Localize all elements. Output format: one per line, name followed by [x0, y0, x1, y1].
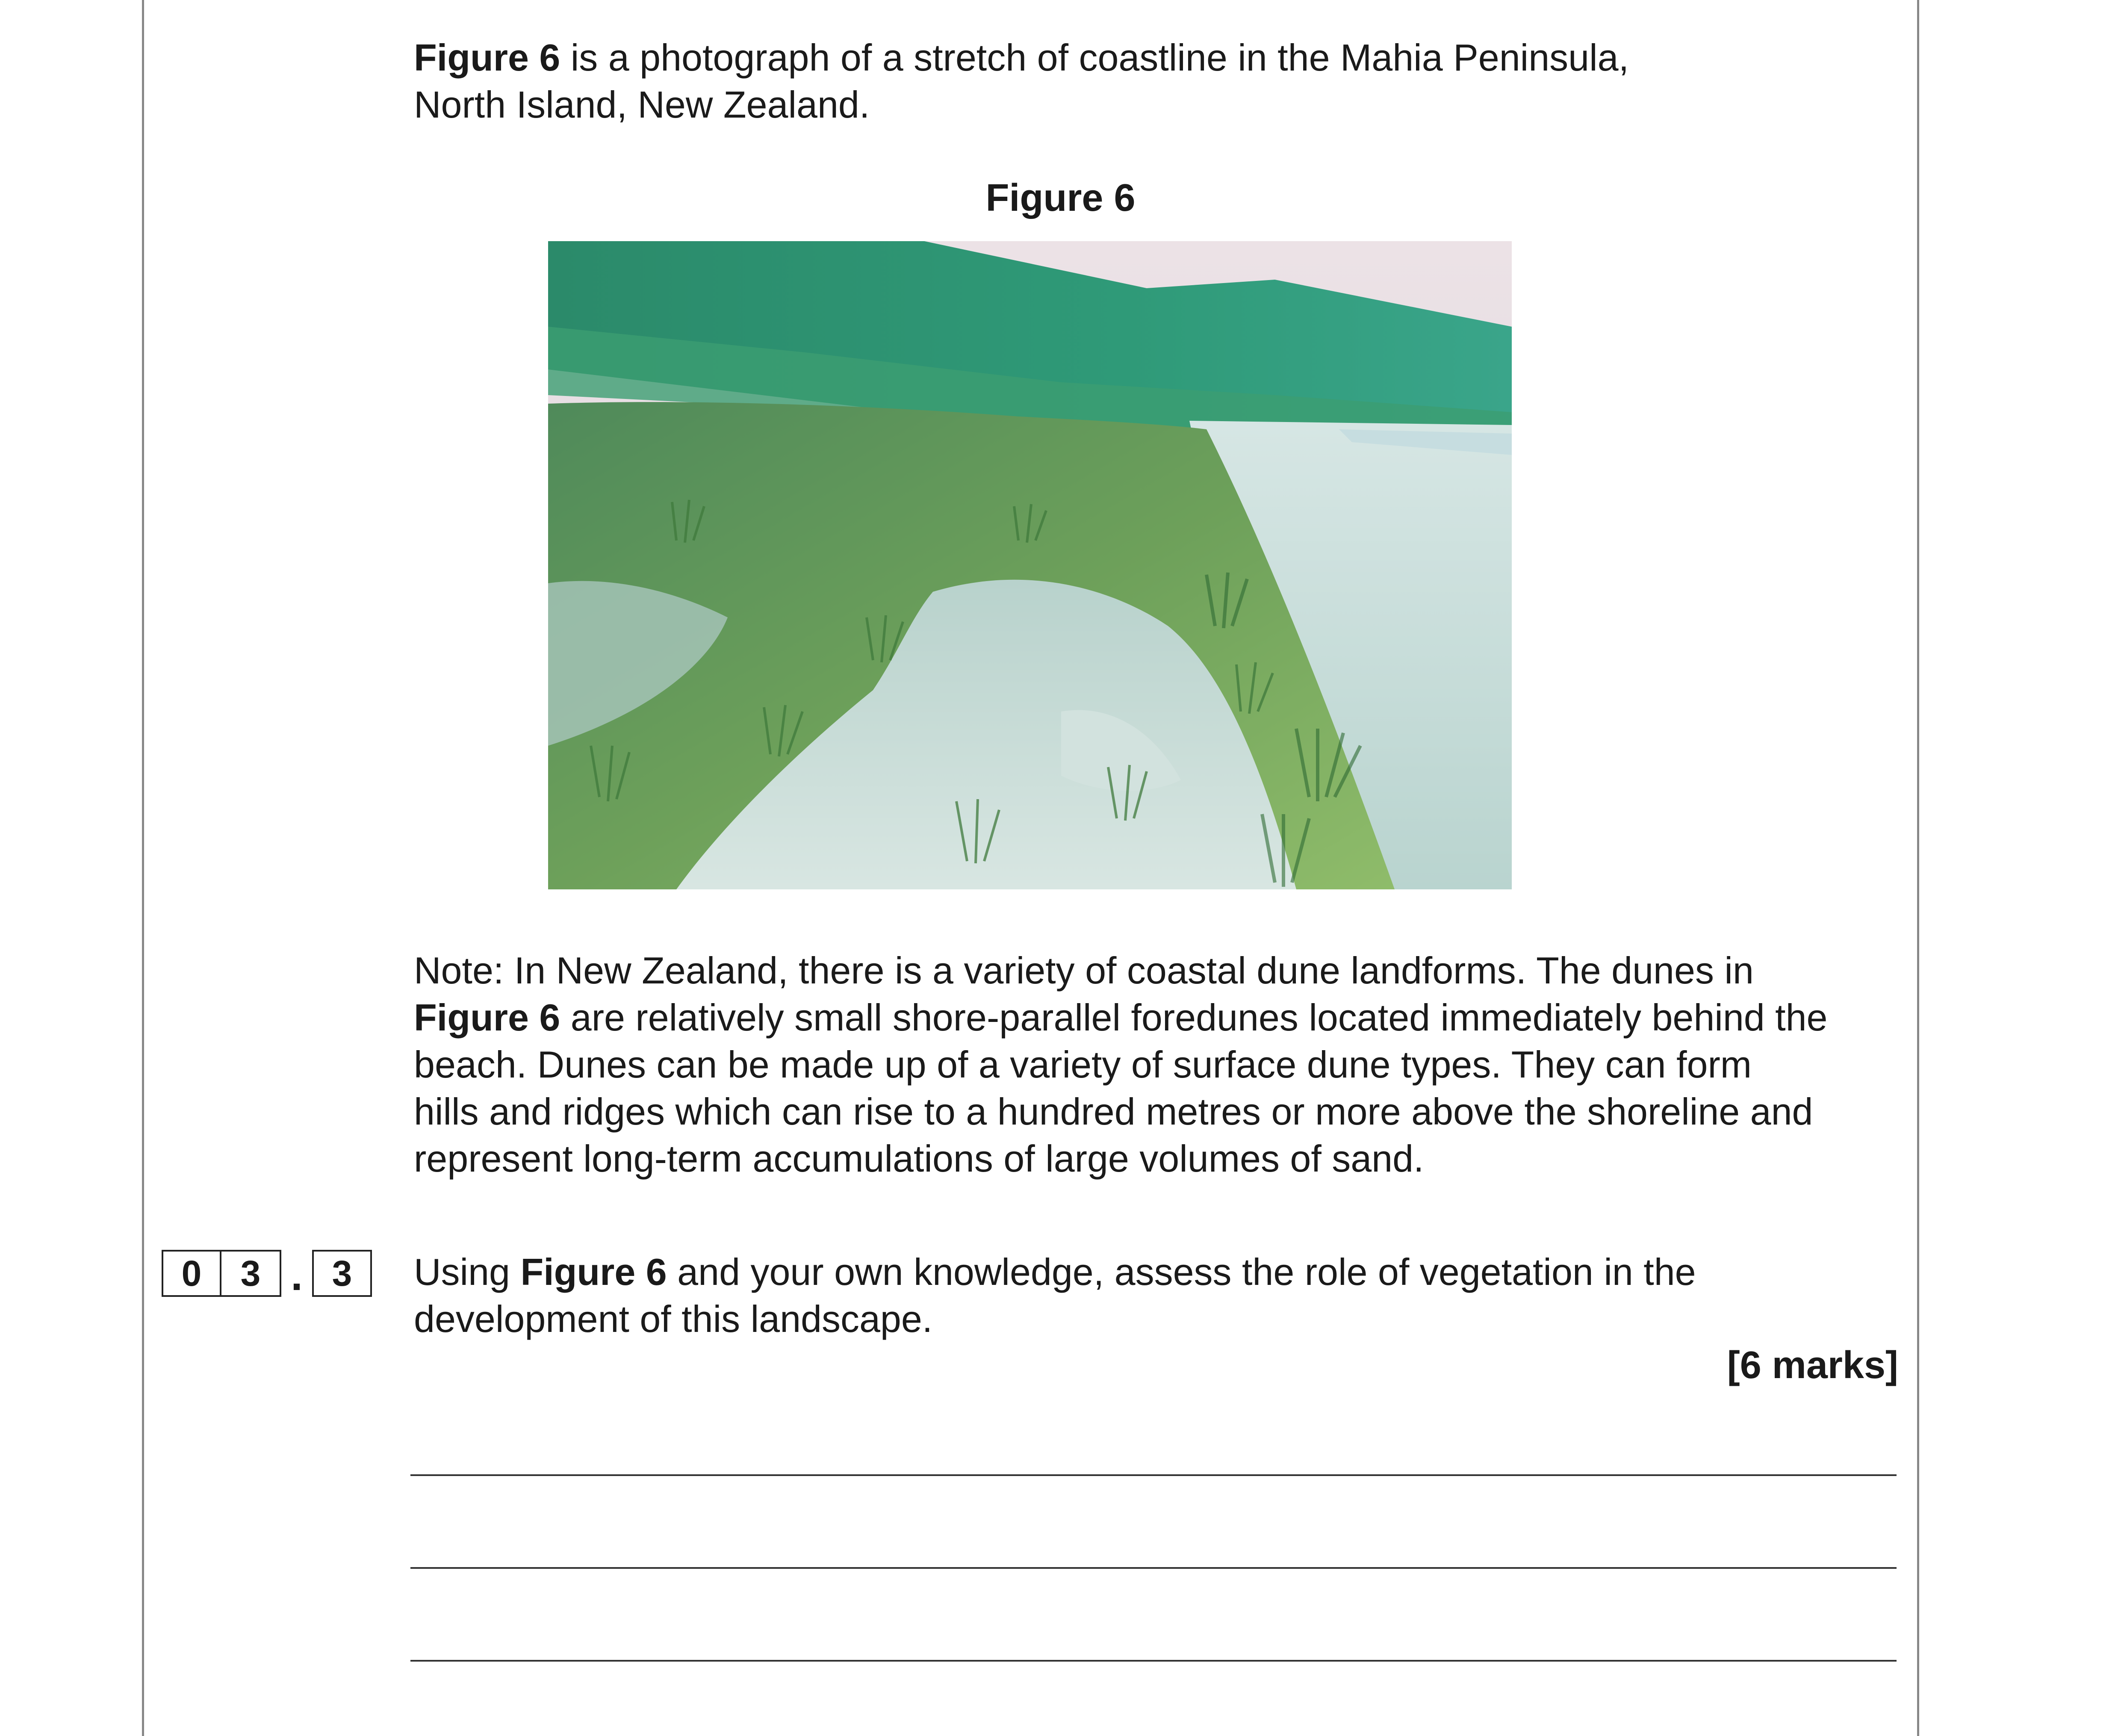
note-line3: beach. Dunes can be made up of a variety of surface dune types. They can form	[414, 1043, 1752, 1086]
figure-intro-paragraph	[414, 34, 1906, 128]
marks-label: [6 marks]	[1727, 1344, 1898, 1387]
intro-text-line1: is a photograph of a stretch of coastline in the Mahia Peninsula,	[560, 36, 1629, 79]
question-number-digit: 3	[221, 1250, 281, 1297]
question-number-separator: .	[291, 1252, 303, 1299]
question-number-digit: 0	[162, 1250, 221, 1297]
note-line1: Note: In New Zealand, there is a variety of coastal dune landforms. The dunes in	[414, 949, 1754, 992]
figure-reference: Figure 6	[414, 36, 560, 79]
question-text	[414, 1249, 1906, 1343]
answer-line[interactable]	[410, 1660, 1897, 1662]
question-number-digit: 3	[312, 1250, 372, 1297]
note-figure-reference: Figure 6	[414, 996, 560, 1039]
question-text-line1: and your own knowledge, assess the role of vegetation in the	[667, 1251, 1696, 1293]
left-margin-rule	[142, 0, 144, 1736]
question-text-line2: development of this landscape.	[414, 1298, 933, 1340]
question-number	[162, 1250, 372, 1297]
right-margin-rule	[1917, 0, 1919, 1736]
note-line5: represent long-term accumulations of large volumes of sand.	[414, 1137, 1424, 1180]
figure-title: Figure 6	[985, 177, 1136, 219]
question-figure-reference: Figure 6	[520, 1251, 667, 1293]
intro-text-line2: North Island, New Zealand.	[414, 83, 870, 126]
question-text-start: Using	[414, 1251, 521, 1293]
note-line4: hills and ridges which can rise to a hundred metres or more above the shoreline and	[414, 1090, 1813, 1133]
note-line2: are relatively small shore-parallel foredunes located immediately behind the	[560, 996, 1828, 1039]
note-paragraph	[414, 947, 1906, 1182]
answer-line[interactable]	[410, 1567, 1897, 1569]
coastal-dunes-photo	[548, 241, 1512, 889]
answer-line[interactable]	[410, 1474, 1897, 1476]
